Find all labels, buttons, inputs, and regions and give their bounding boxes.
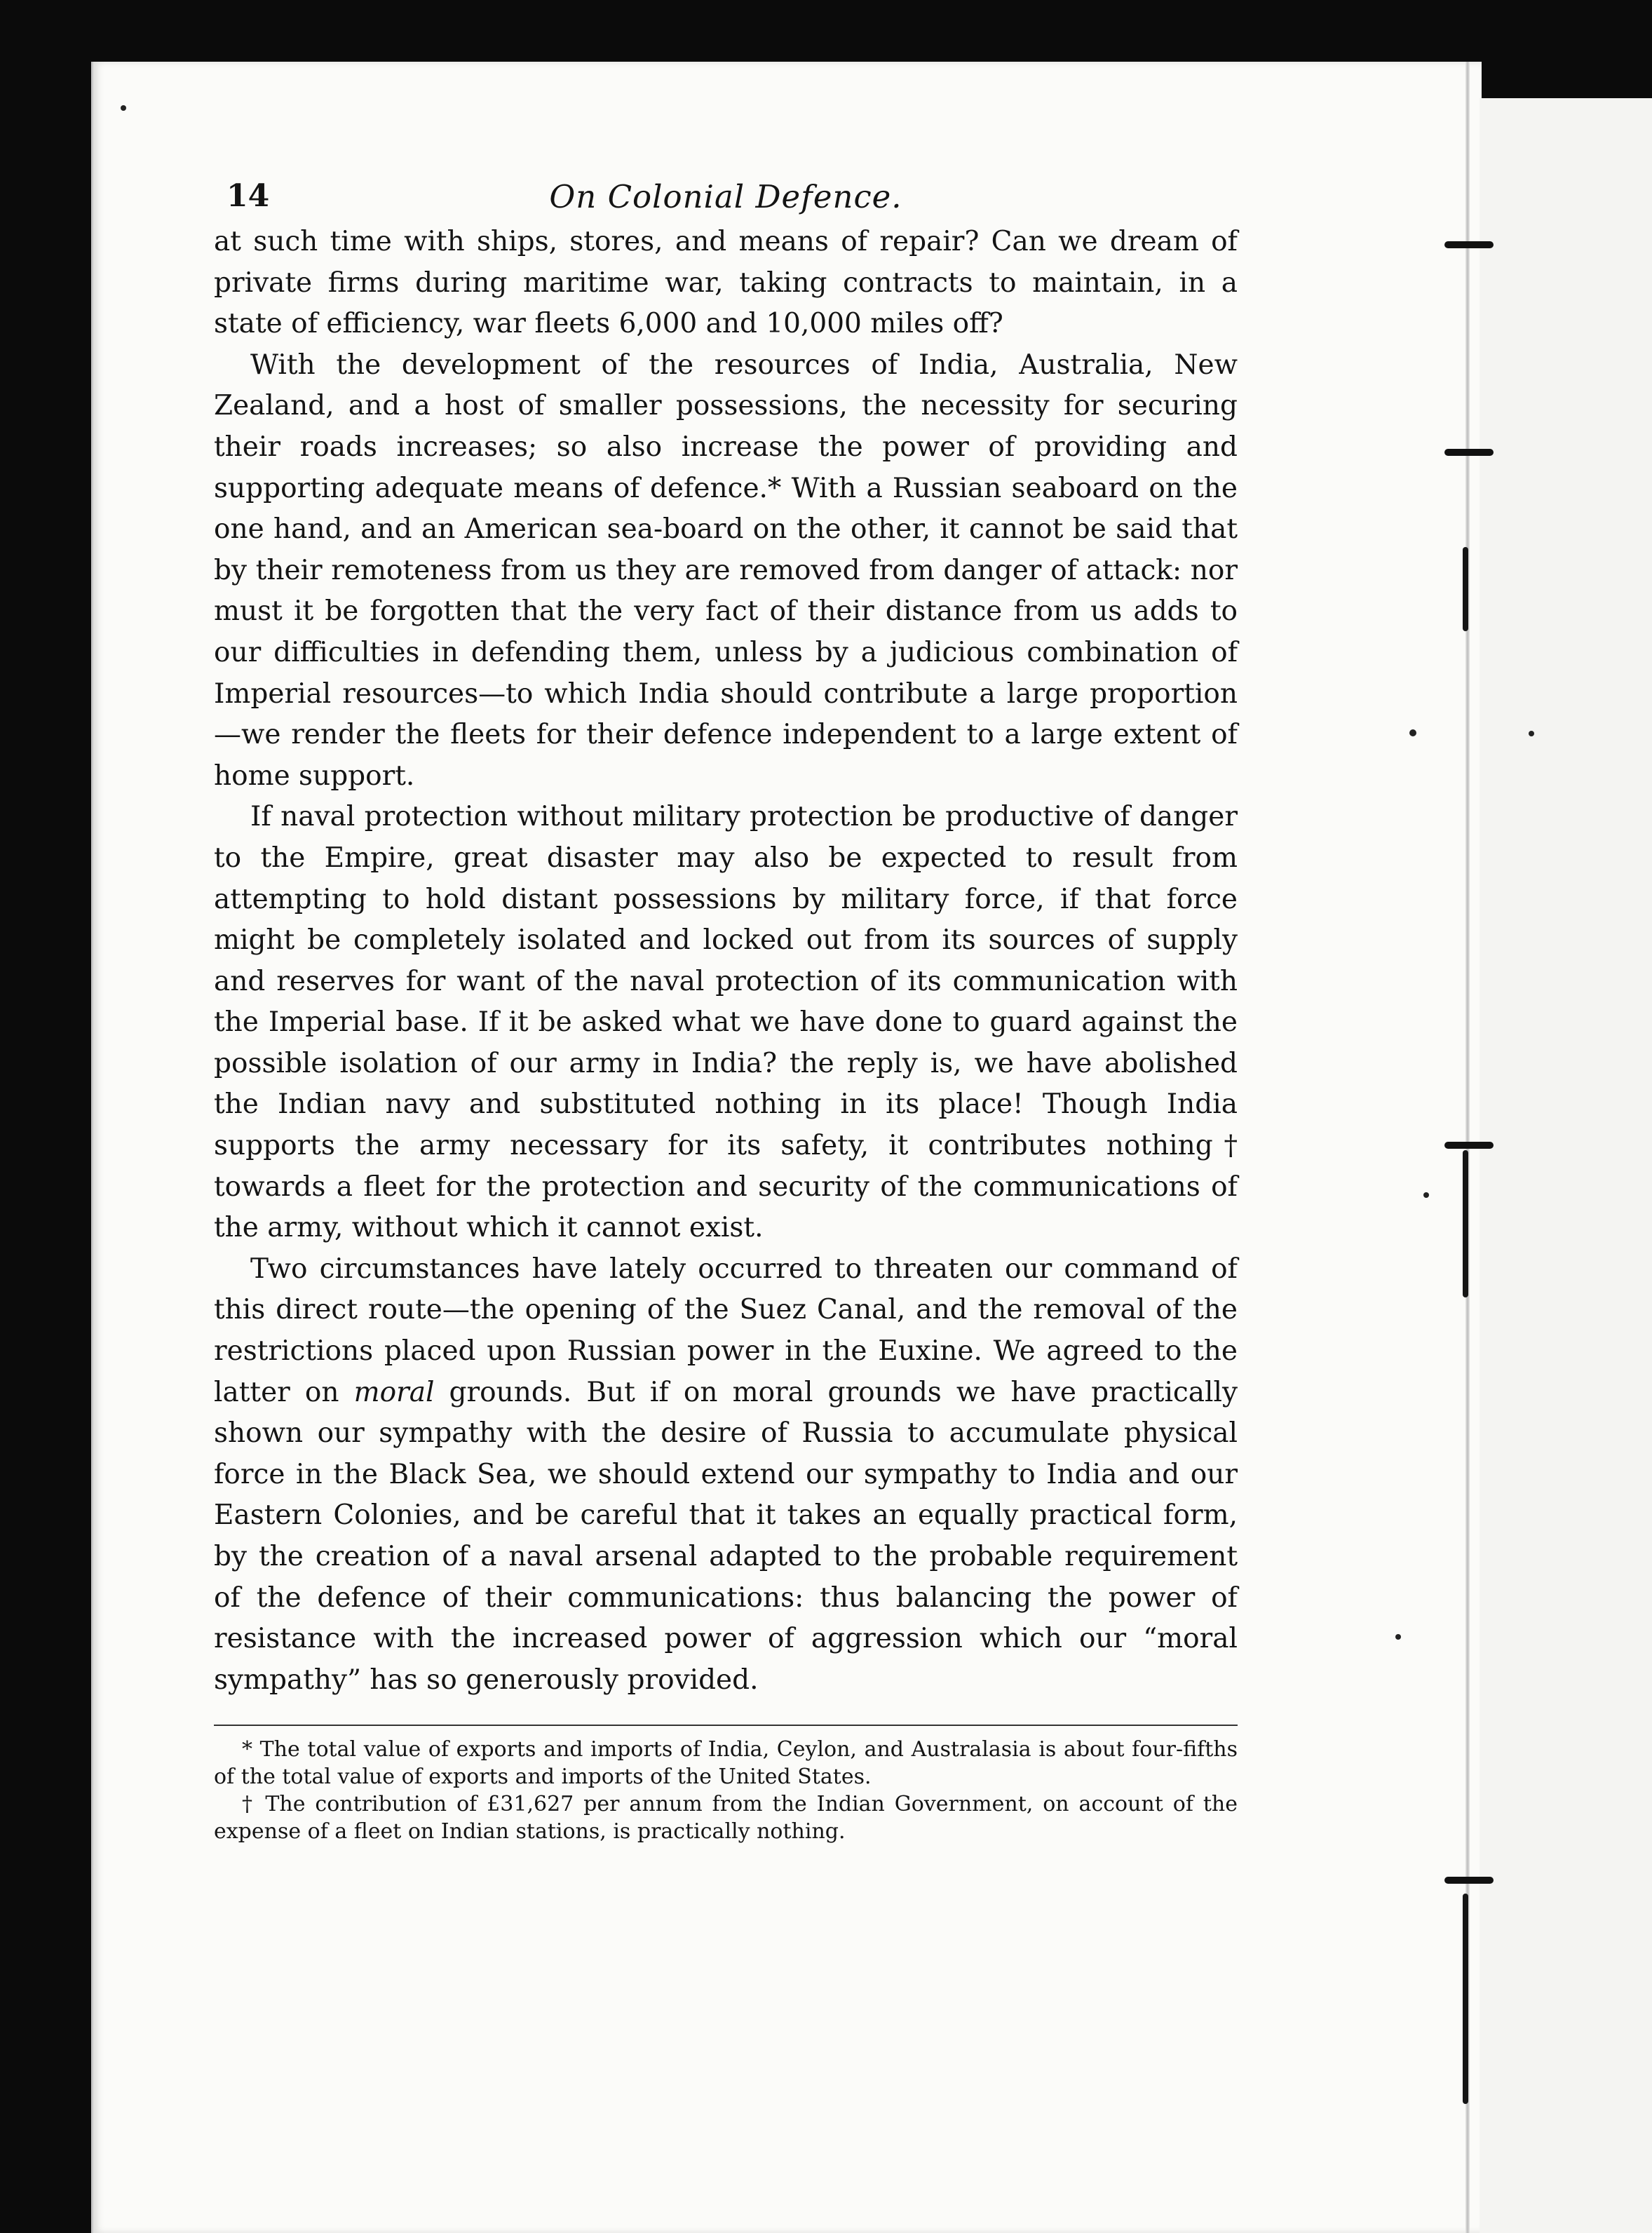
page-number: 14	[226, 178, 270, 214]
paragraph-text: Two circumstances have lately occurred to threaten our command of this direct route—the opening of the Suez Canal, and the removal of the restrictions placed upon Russian power in the Euxine. We agreed to the latter on	[214, 1253, 1238, 1408]
emphasis-text: moral	[353, 1376, 435, 1408]
scan-speck	[1409, 729, 1416, 736]
paragraph: If naval protection without military protection be productive of danger to the Empire, great disaster may also be expected to result from attempting to hold distant possessions by military force, if that force might be completely isolated and locked out from its sources of supply and reserves for want of the naval protection of its communication with the Imperial base. If it be asked what we have done to guard against the possible isolation of our army in India? the reply is, we have abolished the Indian navy and substituted nothing in its place! Though India supports the army necessary for its safety, it contributes nothing† towards a fleet for the protection and security of the communications of the army, without which it cannot exist.	[214, 801, 1238, 1244]
scan-speck	[121, 105, 126, 111]
scan-speck	[1423, 1192, 1429, 1198]
footnote-divider	[214, 1725, 1238, 1726]
scan-speck	[1529, 731, 1534, 736]
binding-stitch	[1444, 449, 1494, 456]
paragraph	[214, 1249, 1238, 1701]
footnote: † The contribution of £31,627 per annum from the Indian Government, on account of the expense of a fleet on Indian stations, is practically nothing.	[214, 1792, 1238, 1844]
binding-thread	[1463, 1150, 1468, 1297]
running-head	[214, 175, 1238, 217]
scan-speck	[1395, 1634, 1401, 1640]
footnote: * The total value of exports and imports of India, Ceylon, and Australasia is about four-fifths of the total value of exports and imports of the United States.	[214, 1737, 1238, 1790]
binding-stitch	[1444, 1877, 1494, 1884]
body-text	[214, 222, 1238, 1701]
binding-stitch	[1444, 1142, 1494, 1149]
binding-thread	[1463, 1894, 1468, 2104]
paragraph-text: grounds. But if on moral grounds we have practically shown our sympathy with the desire of Russia to accumulate physical force in the Black Sea, we should extend our sympathy to India and our Eastern Colonies, and be careful that it takes an equally practical form, by the creation of a naval arsenal adapted to the probable requirement of the defence of their communications: thus balancing the power of resistance with the increased power of aggression which our “moral sympathy” has so generously provided.	[214, 1376, 1238, 1696]
page-title: On Colonial Defence.	[549, 178, 902, 215]
binding-stitch	[1444, 241, 1494, 248]
paragraph: at such time with ships, stores, and means of repair? Can we dream of private firms during maritime war, taking contracts to maintain, in a state of efficiency, war fleets 6,000 and 10,000 miles off?	[214, 226, 1238, 340]
footnotes	[214, 1736, 1238, 1845]
adjacent-page-edge	[1480, 98, 1652, 2233]
binding-thread	[1463, 547, 1468, 631]
paragraph: With the development of the resources of India, Australia, New Zealand, and a host of smaller possessions, the necessity for securing their roads increases; so also increase the power of providing and supporting adequate means of defence.* With a Russian seaboard on the one hand, and an American sea-board on the other, it cannot be said that by their remoteness from us they are removed from danger of attack: nor must it be forgotten that the very fact of their distance from us adds to our difficulties in defending them, unless by a judicious combination of Imperial resources—to which India should contribute a large proportion—we render the fleets for their defence independent to a large extent of home support.	[214, 349, 1238, 792]
page-content	[214, 175, 1238, 1845]
